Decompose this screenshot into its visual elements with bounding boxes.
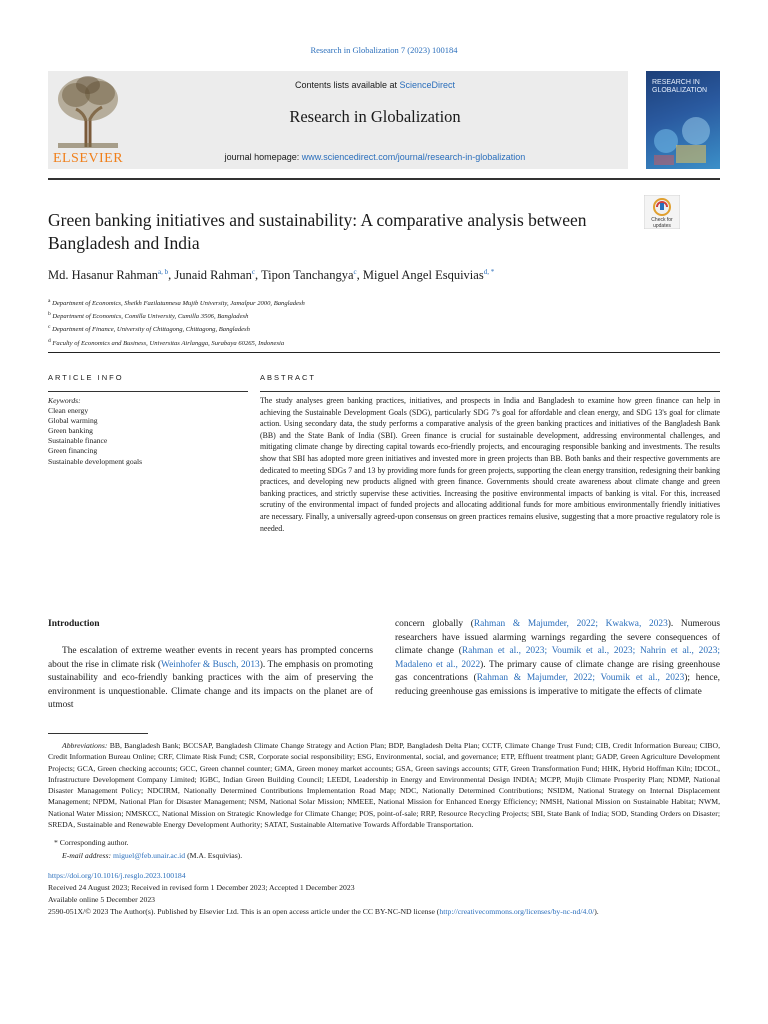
intro-text: ). Numerous researchers have issued alarming warnings regarding the severe consequences of climate change ( xyxy=(395,619,720,656)
author-separator: , xyxy=(254,268,261,283)
license-text: 2590-051X/© 2023 The Author(s). Published by Elsevier Ltd. This is an open access article under the CC BY-NC-ND license ( xyxy=(48,907,440,916)
keyword-item: Global warming xyxy=(48,416,98,426)
title-divider xyxy=(48,352,720,353)
email-footnote xyxy=(62,850,722,862)
abbreviations-text: BB, Bangladesh Bank; BCCSAP, Bangladesh Climate Change Strategy and Action Plan; BDP, Bangladesh Delta Plan; CCTF, Climate Change Trust Fund; CIB, Credit Information Bureau; CIBO, Credit Information Bureau Online; CRF, Climate Risk Fund; CSR, Corporate social responsibility; ESG, Environmental, social, and governance; ETP, Effluent treatment plant; GADP, Green Agriculture Development Projects; GCA, Green checking accounts; GCC, Green channel counter; GMA, Green money market accounts; GSA, Green savings accounts; GTF, Green Transformation Fund; HHK, Hybrid Hoffman Kiln; IDCOL, Infrastructure Development Company Limited; IGBC, Indian Green Building Council; LEEDI, Leadership in Energy and Environmental Design INDIA; MCPP, Mujib Climate Prosperity Plan; NDMP, National Disaster Management Policy; NDCIRM, Nationally Determined Contributions Implementation Road Map; NDC, Nationally Determined Contributions; NSIDM, National Strategy on Internal Displacement Management; NPDM, National Plan for Disaster Management; NSM, National Solar Mission; NMEEE, National Mission for Enhanced Energy Efficiency; NMSH, National Mission on Sustainable Habitat; NWM, National Water Mission; NMSKCC, National Mission on Strategic Knowledge for Climate Change; POS, point-of-sale; RRP, Resource Recycling Projects; SBI, State Bank of India; SOD, Standing Orders on Disaster; SREDA, Sustainable and Renewable Energy Development Authority; SATAT, Sustainable Alternative Towards Affordable Transportation. xyxy=(48,741,721,830)
publisher-wordmark: ELSEVIER xyxy=(52,151,124,166)
email-label: E-mail address: xyxy=(62,851,112,860)
affiliation-text: Department of Economics, Comilla University, Cumilla 3506, Bangladesh xyxy=(52,313,249,321)
body-column-left xyxy=(48,645,373,713)
abbreviations-footnote xyxy=(48,740,720,830)
affiliation-text: Faculty of Economics and Business, Universitas Airlangga, Surabaya 60265, Indonesia xyxy=(52,339,285,347)
check-updates-label: Check for updates xyxy=(651,217,673,229)
author-name[interactable]: Md. Hasanur Rahman xyxy=(48,268,159,283)
intro-text: ). The emphasis on promoting sustainability and eco-friendly banking practices with the aim of preserving the environment is unquestionable. Climate change and its impacts on the planet are of utmost xyxy=(48,659,373,710)
citation-link[interactable]: Rahman & Majumder, 2022; Kwakwa, 2023 xyxy=(473,619,668,629)
introduction-heading: Introduction xyxy=(48,619,100,629)
license-statement xyxy=(48,906,720,918)
affiliation-item xyxy=(48,336,728,349)
affiliation-mark: c xyxy=(48,324,51,331)
keyword-item: Green financing xyxy=(48,446,98,456)
contents-prefix: Contents lists available at xyxy=(294,80,400,90)
affiliation-mark: a xyxy=(48,298,51,304)
contents-availability xyxy=(130,80,620,90)
received-dates: Received 24 August 2023; Received in revised form 1 December 2023; Accepted 1 December 2023 xyxy=(48,883,355,892)
affiliation-item xyxy=(48,309,728,322)
keyword-item: Sustainable finance xyxy=(48,436,108,446)
author-name[interactable]: Junaid Rahman xyxy=(174,268,252,283)
affiliation-mark: d xyxy=(48,337,51,344)
author-list xyxy=(48,268,728,283)
affiliation-list xyxy=(48,296,728,349)
author-name[interactable]: Miguel Angel Esquivias xyxy=(362,268,484,283)
article-info-divider xyxy=(48,391,248,392)
homepage-prefix: journal homepage: xyxy=(224,152,302,162)
article-info-heading: ARTICLE INFO xyxy=(48,373,124,382)
author-affiliation-mark[interactable]: c xyxy=(251,268,255,276)
check-for-updates-badge[interactable] xyxy=(644,195,680,229)
journal-reference[interactable]: Research in Globalization 7 (2023) 100184 xyxy=(310,45,458,55)
intro-text: ); hence, reducing greenhouse gas emissions is imperative to mitigate the effects of climate xyxy=(395,673,720,697)
author-separator: , xyxy=(168,268,175,283)
abstract-heading: ABSTRACT xyxy=(260,373,317,382)
journal-homepage xyxy=(130,152,620,162)
affiliation-text: Department of Economics, Sheikh Fazilatunnesa Mujib University, Jamalpur 2000, Bangladesh xyxy=(52,300,305,308)
journal-cover-thumbnail[interactable] xyxy=(646,71,720,169)
author-affiliation-mark[interactable]: a, b xyxy=(158,268,169,276)
license-link[interactable]: http://creativecommons.org/licenses/by-nc-nd/4.0/ xyxy=(439,907,595,916)
abbreviations-label: Abbreviations: xyxy=(62,741,108,750)
intro-text: The escalation of extreme weather events in recent years has prompted concerns about the rise in climate risk ( xyxy=(48,646,373,670)
doi-link[interactable]: https://doi.org/10.1016/j.resglo.2023.100184 xyxy=(48,871,186,880)
keywords-list xyxy=(48,406,248,467)
citation-link[interactable]: Rahman et al., 2023; Voumik et al., 2023; Nahrin et al., 2023; Madaleno et al., 2022 xyxy=(395,646,720,670)
corresponding-author: * Corresponding author. xyxy=(54,838,129,847)
license-text-end: ). xyxy=(594,907,599,916)
affiliation-item xyxy=(48,296,728,309)
available-online-date: Available online 5 December 2023 xyxy=(48,895,156,904)
keyword-item: Sustainable development goals xyxy=(48,456,143,466)
intro-text: concern globally ( xyxy=(395,619,474,629)
paper-title: Green banking initiatives and sustainability: A comparative analysis between Bangladesh and India xyxy=(48,210,587,253)
affiliation-text: Department of Finance, University of Chittagong, Chittagong, Bangladesh xyxy=(52,326,250,334)
affiliation-item xyxy=(48,322,728,335)
cover-artwork xyxy=(646,111,720,169)
affiliation-mark: b xyxy=(48,311,51,318)
keyword-item: Clean energy xyxy=(48,406,89,416)
keyword-item: Green banking xyxy=(48,426,93,436)
email-owner: (M.A. Esquivias). xyxy=(185,851,243,860)
author-separator: , xyxy=(356,268,363,283)
sciencedirect-link[interactable]: ScienceDirect xyxy=(399,80,456,90)
doi-line xyxy=(48,870,720,882)
author-affiliation-mark[interactable]: c xyxy=(353,268,357,276)
author-affiliation-mark[interactable]: d, * xyxy=(483,268,495,276)
author-name[interactable]: Tipon Tanchangya xyxy=(260,268,354,283)
body-column-right xyxy=(395,618,720,699)
corresponding-author-note xyxy=(48,837,720,849)
citation-link[interactable]: Weinhofer & Busch, 2013 xyxy=(161,659,260,670)
footnote-divider xyxy=(48,733,148,734)
abstract-divider xyxy=(260,391,720,392)
email-link[interactable]: miguel@feb.unair.ac.id xyxy=(112,851,186,860)
homepage-link[interactable]: www.sciencedirect.com/journal/research-in-globalization xyxy=(301,152,526,162)
keywords-label: Keywords: xyxy=(48,396,81,405)
abstract-text: The study analyses green banking practices, initiatives, and prospects in India and Bangladesh to examine how green finance can help in achieving the Sustainable Development Goals (SDG), particularly SDG 7's goal for affordable and clean energy, and SDG 13's goal for climate action. Using secondary data, the study performs a comparative analysis of the green banking practices and initiatives of the Bangladesh Bank (BB) and the State Bank of India (SBI). Green finance is crucial for sustainable development, addressing environmental challenges, and mitigating climate change by directing capital towards eco-friendly projects, and encouraging responsible banking and investments. The results show that SBI has adopted more green initiatives and invested more in green projects than BB. Both banks and their respective governments are dedicated to meeting SDGs 7 and 13 by providing more funds for green projects, supporting the clean energy transition, redesigning their banking practices, and developing new products aligned with green finance. Governments should create awareness about climate change and green banking practices, and strictly supervise these activities. Increasing the positive environmental impacts of banking is vital. For this, increased scrutiny of the environmental impact of funded projects and allocating additional funds for more ambitious environmentally friendly initiatives are necessary. Finally, a universally agreed-upon consensus on green practices remains elusive, suggesting that a more proactive regulatory role is needed. xyxy=(260,396,720,533)
journal-title: Research in Globalization xyxy=(289,107,461,126)
header-divider xyxy=(48,178,720,180)
keywords-block xyxy=(48,396,248,467)
citation-link[interactable]: Rahman & Majumder, 2022; Voumik et al., 2023 xyxy=(476,673,685,683)
cover-title: RESEARCH IN GLOBALIZATION xyxy=(652,79,708,94)
intro-text: ). The primary cause of climate change are rising greenhouse gas concentrations ( xyxy=(395,659,720,683)
